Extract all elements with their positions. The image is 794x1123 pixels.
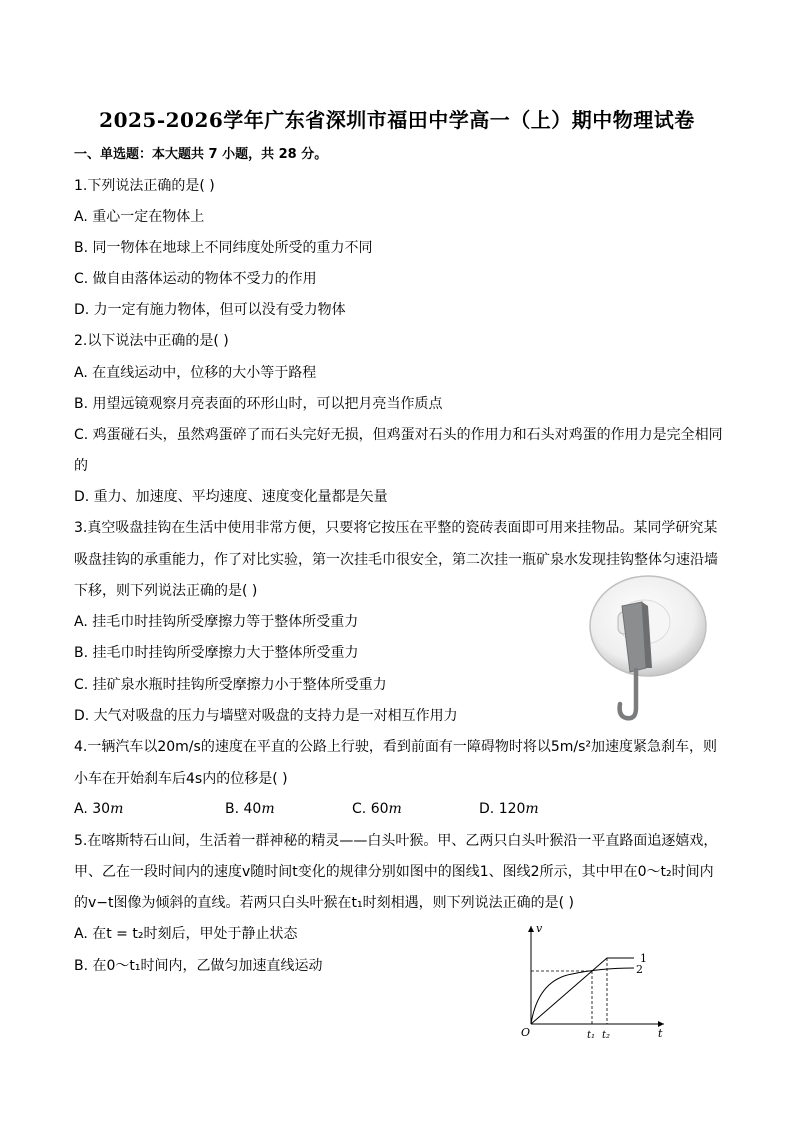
v-axis-label: v: [536, 922, 543, 935]
q4-option-a: A. 30m: [74, 801, 124, 817]
q3-option-b: B. 挂毛巾时挂钩所受摩擦力大于整体所受重力: [74, 645, 359, 661]
q1-option-a: A. 重心一定在物体上: [74, 209, 205, 225]
q4-option-b: B. 40m: [225, 801, 275, 817]
vt-graph: [512, 918, 672, 1040]
q2-option-b: B. 用望远镜观察月亮表面的环形山时，可以把月亮当作质点: [74, 396, 443, 412]
q4-stem-line1: 4.一辆汽车以20m/s的速度在平直的公路上行驶，看到前面有一障碍物时将以5m/s²加速度紧急刹车，则: [74, 739, 717, 755]
q2-option-c-cont: 的: [74, 458, 88, 474]
q1-stem: 1.下列说法正确的是( ): [74, 178, 215, 194]
q3-option-a: A. 挂毛巾时挂钩所受摩擦力等于整体所受重力: [74, 614, 359, 630]
q1-option-c: C. 做自由落体运动的物体不受力的作用: [74, 271, 317, 287]
suction-hook-image: [584, 572, 716, 726]
v-axis-arrow: [528, 926, 534, 932]
q4-option-c: C. 60m: [352, 801, 402, 817]
q5-stem-line2: 甲、乙在一段时间内的速度v随时间t变化的规律分别如图中的图线1、图线2所示，其中甲在0～t₂时间内: [74, 864, 714, 880]
q3-stem-line1: 3.真空吸盘挂钩在生活中使用非常方便，只要将它按压在平整的瓷砖表面即可用来挂物品。某同学研究某: [74, 520, 718, 536]
q2-option-d: D. 重力、加速度、平均速度、速度变化量都是矢量: [74, 489, 388, 505]
q2-stem: 2.以下说法中正确的是( ): [74, 333, 229, 349]
graph-line-2: [531, 968, 634, 1024]
q5-stem-line1: 5.在喀斯特石山间，生活着一群神秘的精灵——白头叶猴。甲、乙两只白头叶猴沿一平直路面追逐嬉戏，: [74, 833, 718, 849]
q3-stem-line2: 吸盘挂钩的承重能力，作了对比实验，第一次挂毛巾很安全，第二次挂一瓶矿泉水发现挂钩整体匀速沿墙: [74, 552, 718, 568]
q3-stem-line3: 下移，则下列说法正确的是( ): [74, 583, 258, 599]
origin-label: O: [521, 1026, 531, 1039]
q1-option-b: B. 同一物体在地球上不同纬度处所受的重力不同: [74, 240, 373, 256]
q4-stem-line2: 小车在开始刹车后4s内的位移是( ): [74, 771, 288, 787]
q4-option-d: D. 120m: [479, 801, 539, 817]
q3-option-d: D. 大气对吸盘的压力与墙壁对吸盘的支持力是一对相互作用力: [74, 708, 458, 724]
q1-option-d: D. 力一定有施力物体，但可以没有受力物体: [74, 302, 346, 318]
q2-option-c: C. 鸡蛋碰石头，虽然鸡蛋碎了而石头完好无损，但鸡蛋对石头的作用力和石头对鸡蛋的作用力是完全相同: [74, 427, 723, 443]
line-1-label: 1: [640, 952, 647, 965]
q5-stem-line3: 的v−t图像为倾斜的直线。若两只白头叶猴在t₁时刻相遇，则下列说法正确的是( ): [74, 895, 574, 911]
page-title: 2025-2026学年广东省深圳市福田中学高一（上）期中物理试卷: [99, 108, 695, 132]
line-2-label: 2: [636, 963, 643, 976]
t2-label: t₂: [602, 1030, 611, 1040]
section-heading: 一、单选题：本大题共 7 小题，共 28 分。: [74, 147, 328, 162]
q5-option-b: B. 在0～t₁时间内，乙做匀加速直线运动: [74, 958, 323, 974]
q2-option-a: A. 在直线运动中，位移的大小等于路程: [74, 365, 317, 381]
q5-option-a: A. 在t = t₂时刻后，甲处于静止状态: [74, 926, 298, 942]
t1-label: t₁: [587, 1030, 596, 1040]
t-axis-label: t: [658, 1027, 663, 1040]
q3-option-c: C. 挂矿泉水瓶时挂钩所受摩擦力小于整体所受重力: [74, 677, 387, 693]
